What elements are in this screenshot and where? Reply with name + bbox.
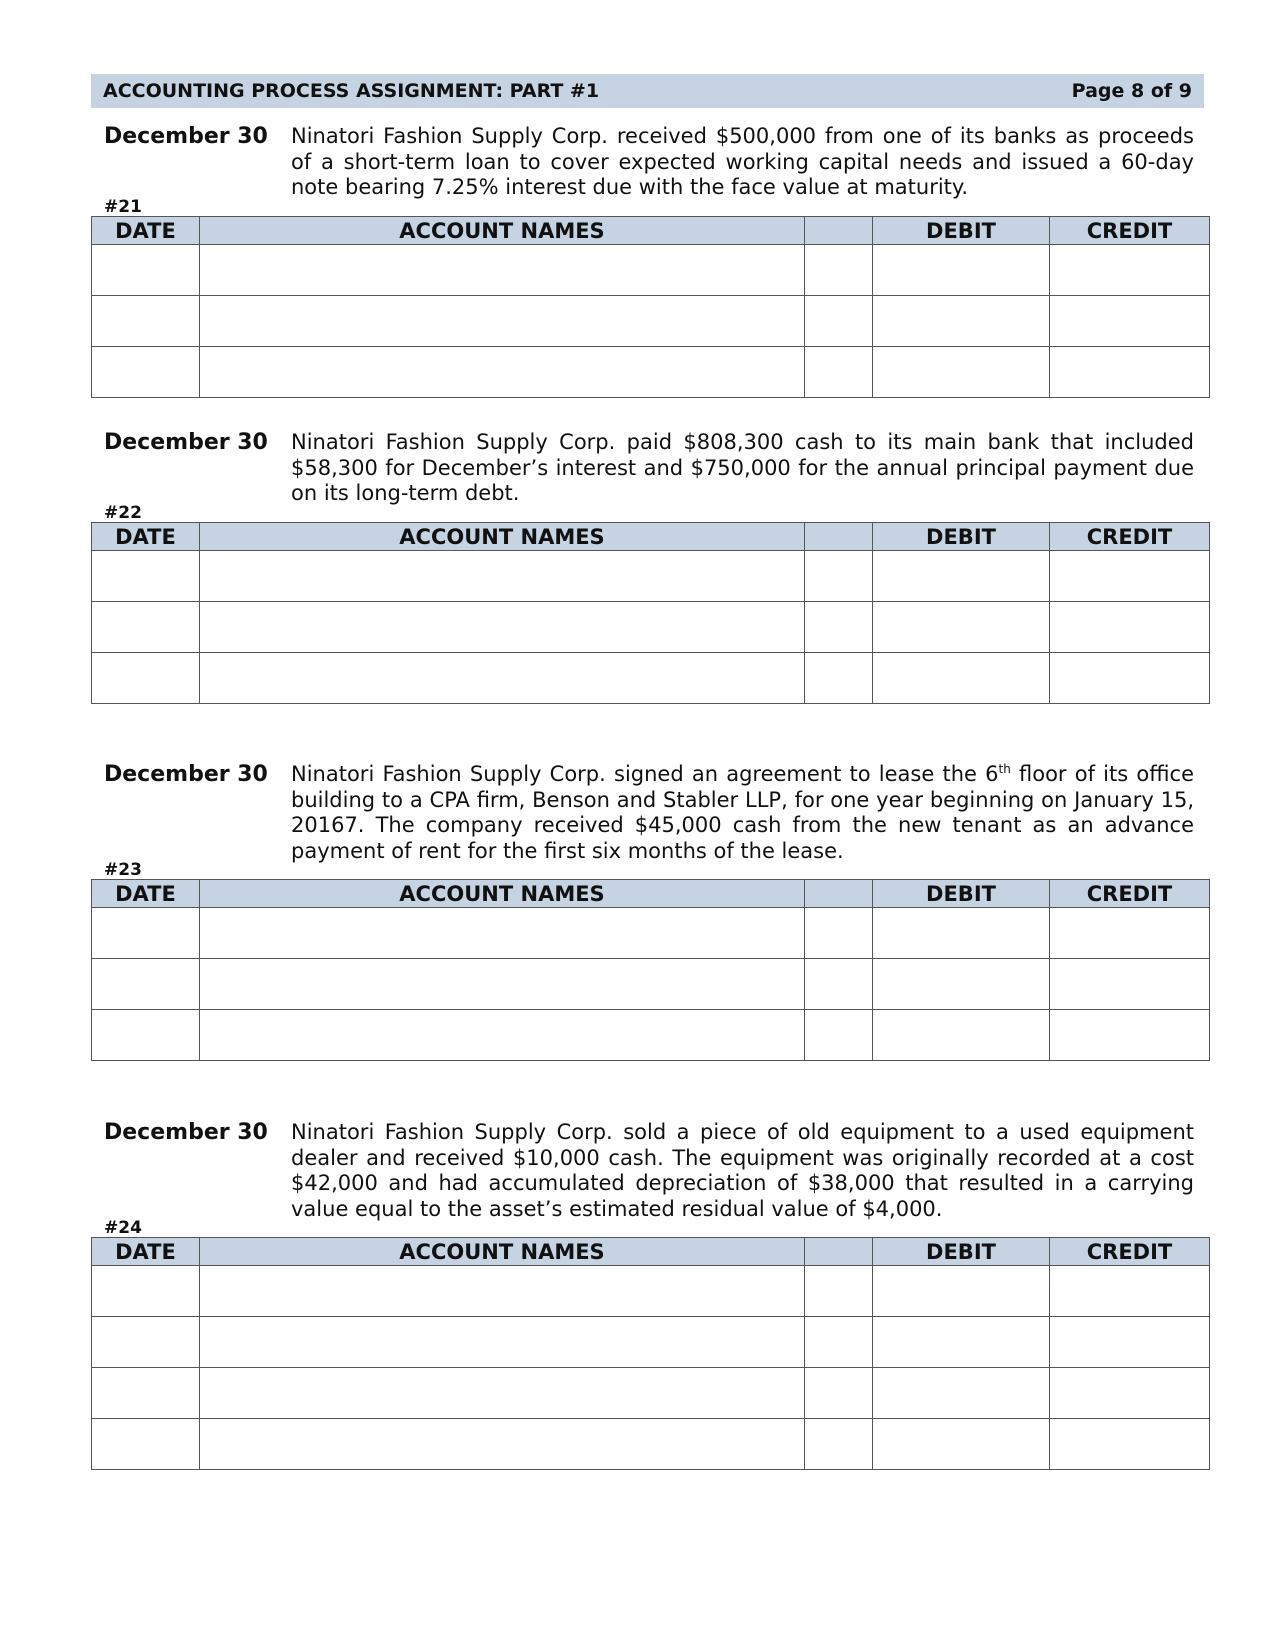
ref-cell[interactable]: [805, 1368, 873, 1419]
account-cell[interactable]: [200, 1419, 805, 1470]
debit-column-header: DEBIT: [873, 523, 1050, 551]
date-cell[interactable]: [92, 1317, 200, 1368]
journal-header-row: [92, 880, 1210, 908]
entry-description: Ninatori Fashion Supply Corp. received $500,000 from one of its banks as proceeds of a short-term loan to cover expected working capital needs and issued a 60-day note bearing 7.25% interest due with the face value at maturity.: [291, 124, 1194, 199]
ref-cell[interactable]: [805, 1010, 873, 1061]
debit-cell[interactable]: [873, 296, 1050, 347]
description-text: floor of its office building to a CPA firm, Benson and Stabler LLP, for one year beginning on January 15, 20167. The company received $45,000 cash from the new tenant as an advance payment of rent for the first six months of the lease.: [291, 762, 1194, 863]
account-cell[interactable]: [200, 1266, 805, 1317]
journal-header-row: [92, 217, 1210, 245]
entry-number: #24: [104, 1218, 142, 1238]
ref-cell[interactable]: [805, 347, 873, 398]
debit-cell[interactable]: [873, 245, 1050, 296]
account-cell[interactable]: [200, 908, 805, 959]
date-column-header: DATE: [92, 523, 200, 551]
account-names-column-header: ACCOUNT NAMES: [200, 523, 805, 551]
account-cell[interactable]: [200, 602, 805, 653]
debit-cell[interactable]: [873, 602, 1050, 653]
date-column-header: DATE: [92, 1238, 200, 1266]
credit-cell[interactable]: [1050, 959, 1210, 1010]
credit-cell[interactable]: [1050, 1266, 1210, 1317]
ref-cell[interactable]: [805, 551, 873, 602]
entry-date: December 30: [104, 1120, 268, 1145]
ref-cell[interactable]: [805, 908, 873, 959]
journal-row: [92, 1010, 1210, 1061]
ref-cell[interactable]: [805, 1266, 873, 1317]
credit-column-header: CREDIT: [1050, 217, 1210, 245]
journal-table: [91, 879, 1210, 1061]
ref-column-header: [805, 1238, 873, 1266]
account-cell[interactable]: [200, 1317, 805, 1368]
account-names-column-header: ACCOUNT NAMES: [200, 880, 805, 908]
journal-row: [92, 908, 1210, 959]
date-cell[interactable]: [92, 653, 200, 704]
journal-row: [92, 959, 1210, 1010]
description-text: Ninatori Fashion Supply Corp. signed an agreement to lease the 6: [291, 762, 999, 786]
date-cell[interactable]: [92, 245, 200, 296]
journal-row: [92, 296, 1210, 347]
page-number: Page 8 of 9: [1071, 80, 1192, 102]
debit-column-header: DEBIT: [873, 880, 1050, 908]
ref-cell[interactable]: [805, 653, 873, 704]
journal-row: [92, 347, 1210, 398]
journal-table: [91, 216, 1210, 398]
assignment-title: ACCOUNTING PROCESS ASSIGNMENT: PART #1: [103, 80, 600, 102]
ref-cell[interactable]: [805, 296, 873, 347]
account-names-column-header: ACCOUNT NAMES: [200, 1238, 805, 1266]
date-column-header: DATE: [92, 217, 200, 245]
account-cell[interactable]: [200, 653, 805, 704]
account-cell[interactable]: [200, 959, 805, 1010]
journal-table: [91, 522, 1210, 704]
credit-column-header: CREDIT: [1050, 523, 1210, 551]
date-cell[interactable]: [92, 1266, 200, 1317]
date-cell[interactable]: [92, 551, 200, 602]
credit-cell[interactable]: [1050, 1317, 1210, 1368]
ref-cell[interactable]: [805, 245, 873, 296]
date-cell[interactable]: [92, 1368, 200, 1419]
date-cell[interactable]: [92, 959, 200, 1010]
page-header: [91, 74, 1204, 108]
journal-header-row: [92, 1238, 1210, 1266]
entry-description: Ninatori Fashion Supply Corp. sold a piece of old equipment to a used equipment dealer and received $10,000 cash. The equipment was originally recorded at a cost $42,000 and had accumulated depreciation of $38,000 that resulted in a carrying value equal to the asset’s estimated residual value of $4,000.: [291, 1120, 1194, 1221]
journal-row: [92, 1368, 1210, 1419]
journal-row: [92, 1419, 1210, 1470]
credit-cell[interactable]: [1050, 602, 1210, 653]
entry-number: #23: [104, 860, 142, 880]
entry-description: [291, 762, 1194, 864]
journal-header-row: [92, 523, 1210, 551]
account-cell[interactable]: [200, 347, 805, 398]
debit-column-header: DEBIT: [873, 1238, 1050, 1266]
entry-date: December 30: [104, 430, 268, 455]
ref-cell[interactable]: [805, 959, 873, 1010]
date-column-header: DATE: [92, 880, 200, 908]
debit-cell[interactable]: [873, 959, 1050, 1010]
entry-number: #22: [104, 503, 142, 523]
debit-cell[interactable]: [873, 1266, 1050, 1317]
account-names-column-header: ACCOUNT NAMES: [200, 217, 805, 245]
credit-cell[interactable]: [1050, 1010, 1210, 1061]
journal-row: [92, 551, 1210, 602]
credit-cell[interactable]: [1050, 551, 1210, 602]
credit-cell[interactable]: [1050, 653, 1210, 704]
date-cell[interactable]: [92, 602, 200, 653]
date-cell[interactable]: [92, 1010, 200, 1061]
account-cell[interactable]: [200, 296, 805, 347]
credit-cell[interactable]: [1050, 296, 1210, 347]
account-cell[interactable]: [200, 551, 805, 602]
debit-column-header: DEBIT: [873, 217, 1050, 245]
date-cell[interactable]: [92, 296, 200, 347]
journal-row: [92, 245, 1210, 296]
debit-cell[interactable]: [873, 1368, 1050, 1419]
journal-row: [92, 1266, 1210, 1317]
journal-table: [91, 1237, 1210, 1470]
date-cell[interactable]: [92, 908, 200, 959]
ref-cell[interactable]: [805, 1419, 873, 1470]
ref-column-header: [805, 523, 873, 551]
account-cell[interactable]: [200, 1368, 805, 1419]
ref-cell[interactable]: [805, 1317, 873, 1368]
credit-cell[interactable]: [1050, 1368, 1210, 1419]
debit-cell[interactable]: [873, 347, 1050, 398]
ordinal-suffix: th: [998, 762, 1011, 776]
journal-row: [92, 1317, 1210, 1368]
account-cell[interactable]: [200, 245, 805, 296]
ref-column-header: [805, 880, 873, 908]
credit-cell[interactable]: [1050, 908, 1210, 959]
debit-cell[interactable]: [873, 1419, 1050, 1470]
entry-date: December 30: [104, 124, 268, 149]
entry-description: Ninatori Fashion Supply Corp. paid $808,300 cash to its main bank that included $58,300 for December’s interest and $750,000 for the annual principal payment due on its long-term debt.: [291, 430, 1194, 505]
entry-number: #21: [104, 197, 142, 217]
journal-row: [92, 653, 1210, 704]
credit-cell[interactable]: [1050, 245, 1210, 296]
entry-date: December 30: [104, 762, 268, 787]
credit-cell[interactable]: [1050, 347, 1210, 398]
ref-cell[interactable]: [805, 602, 873, 653]
ref-column-header: [805, 217, 873, 245]
account-cell[interactable]: [200, 1010, 805, 1061]
credit-column-header: CREDIT: [1050, 880, 1210, 908]
debit-cell[interactable]: [873, 908, 1050, 959]
debit-cell[interactable]: [873, 1317, 1050, 1368]
journal-row: [92, 602, 1210, 653]
debit-cell[interactable]: [873, 653, 1050, 704]
credit-column-header: CREDIT: [1050, 1238, 1210, 1266]
debit-cell[interactable]: [873, 1010, 1050, 1061]
credit-cell[interactable]: [1050, 1419, 1210, 1470]
date-cell[interactable]: [92, 347, 200, 398]
date-cell[interactable]: [92, 1419, 200, 1470]
debit-cell[interactable]: [873, 551, 1050, 602]
